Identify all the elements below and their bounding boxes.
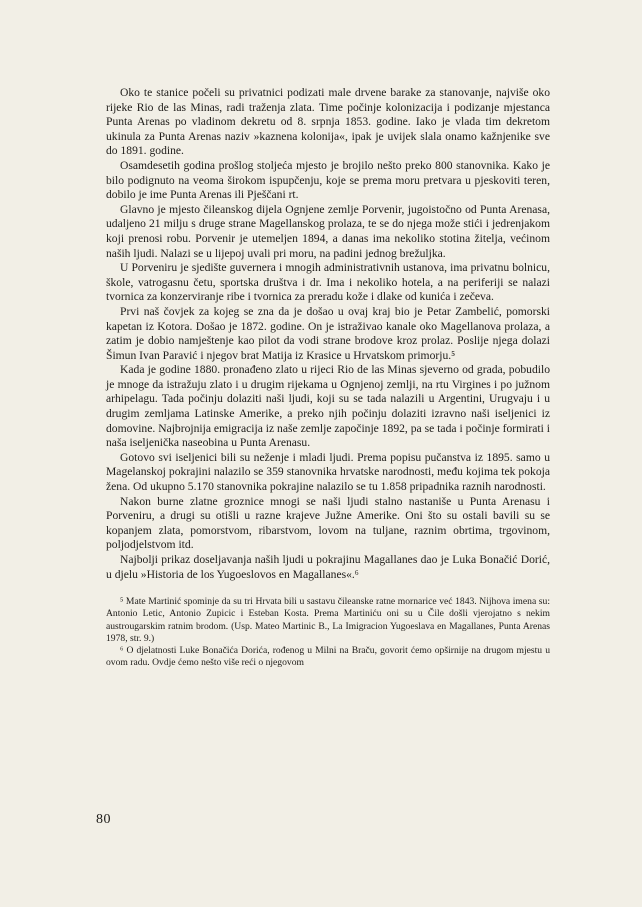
- paragraph: Prvi naš čovjek za kojeg se zna da je došao u ovaj kraj bio je Petar Zambelić, pomorski kapetan iz Kotora. Došao je 1872. godine. On je istraživao kanale oko Magellanova prolaza, a zatim je dobio namještenje kao pilot da vodi strane brodove kroz prolaz. Poslije njega dolazi Šimun Ivan Paravić i njegov brat Matija iz Krasice u Hrvatskom primorju.⁵: [106, 304, 550, 362]
- paragraph: Osamdesetih godina prošlog stoljeća mjesto je brojilo nešto preko 800 stanovnika. Kako je bilo podignuto na veoma širokom ispupčenju, koje se prema moru pretvara u pjeskoviti teren, dobilo je ime Punta Arenas ili Pješčani rt.: [106, 158, 550, 202]
- footnote-5: ⁵ Mate Martinić spominje da su tri Hrvata bili u sastavu čileanske ratne mornarice već 1843. Nijhova imena su: Antonio Letic, Antonio Zupicic i Esteban Kosta. Prema Martiniću oni su u Čile došli vjerojatno s nekim austrougarskim ratnim brodom. (Usp. Mateo Martinic B., La Imigracion Yugoeslava en Magallanes, Punta Arenas 1978, str. 9.): [106, 596, 550, 644]
- paragraph: Oko te stanice počeli su privatnici podizati male drvene barake za stanovanje, najviše oko rijeke Rio de las Minas, radi traženja zlata. Time počinje kolonizacija i podizanje mjestanca Punta Arenas po vladinom dekretu od 8. srpnja 1853. godine. Iako je vlada tim dekretom ukinula za Punta Arenas naziv »kaznena kolonija«, ipak je uvijek slala onamo kažnjenike sve do 1891. godine.: [106, 86, 550, 158]
- page-number: 80: [96, 812, 111, 827]
- footnote-6: ⁶ O djelatnosti Luke Bonačića Dorića, rođenog u Milni na Braču, govorit ćemo opširnije na drugom mjestu u ovom radu. Ovdje ćemo nešto više reći o njegovom: [106, 645, 550, 669]
- paragraph: U Porveniru je sjedište guvernera i mnogih administrativnih ustanova, ima privatnu bolnicu, škole, vatrogasnu četu, sportska društva i dr. Ima i nekoliko hotela, a na periferiji se nalazi tvornica za konzerviranje ribe i tvornica za preradu kože i dlake od kunića i zečeva.: [106, 261, 550, 304]
- body-text: [106, 86, 550, 669]
- paragraph: Glavno je mjesto čileanskog dijela Ognjene zemlje Porvenir, jugoistočno od Punta Arenasa, udaljeno 21 milju s druge strane Magellanskog prolaza, te se do njega može stići i jedrenjakom koji prenosi robu. Porvenir je utemeljen 1894, a danas ima nekoliko stotina žitelja, većinom naših ljudi. Nalazi se u lijepoj uvali pri moru, na padini jednog brežuljka.: [106, 202, 550, 260]
- footnotes: [106, 596, 550, 669]
- paragraph: Najbolji prikaz doseljavanja naših ljudi u pokrajinu Magallanes dao je Luka Bonačić Dorić, u djelu »Historia de los Yugoeslovos en Magallanes«.⁶: [106, 553, 550, 581]
- paragraph: Nakon burne zlatne groznice mnogi se naši ljudi stalno nastaniše u Punta Arenasu i Porveniru, a drugi su otišli u razne krajeve Južne Amerike. Oni što su ostali bavili su se kopanjem zlata, pomorstvom, ribarstvom, lovom na tuljane, raznim obrtima, trgovinom, poljodjelstvom itd.: [106, 494, 550, 552]
- paragraph: Gotovo svi iseljenici bili su neženje i mladi ljudi. Prema popisu pučanstva iz 1895. samo u Magelanskoj pokrajini nalazilo se 359 stanovnika hrvatske narodnosti, među kojima tek pokoja žena. Od ukupno 5.170 stanovnika pokrajine nalazilo se tu 1.858 pripadnika raznih narodnosti.: [106, 450, 550, 494]
- paragraph: Kada je godine 1880. pronađeno zlato u rijeci Rio de las Minas sjeverno od grada, pobudilo je mnoge da istražuju zlato i u drugim rijekama u Ognjenoj zemlji, na rtu Virgines i po južnom arhipelagu. Tada počinju dolaziti naši ljudi, koji su se tada nalazili u Argentini, Urugvaju i u drugim zemljama Latinske Amerike, a preko njih počinju dolaziti izravno naši iseljenici iz domovine. Najbrojnija emigracija iz naše zemlje započinje 1892, pa se tada i počinje formirati i naša iseljenička naseobina u Punta Arenasu.: [106, 363, 550, 450]
